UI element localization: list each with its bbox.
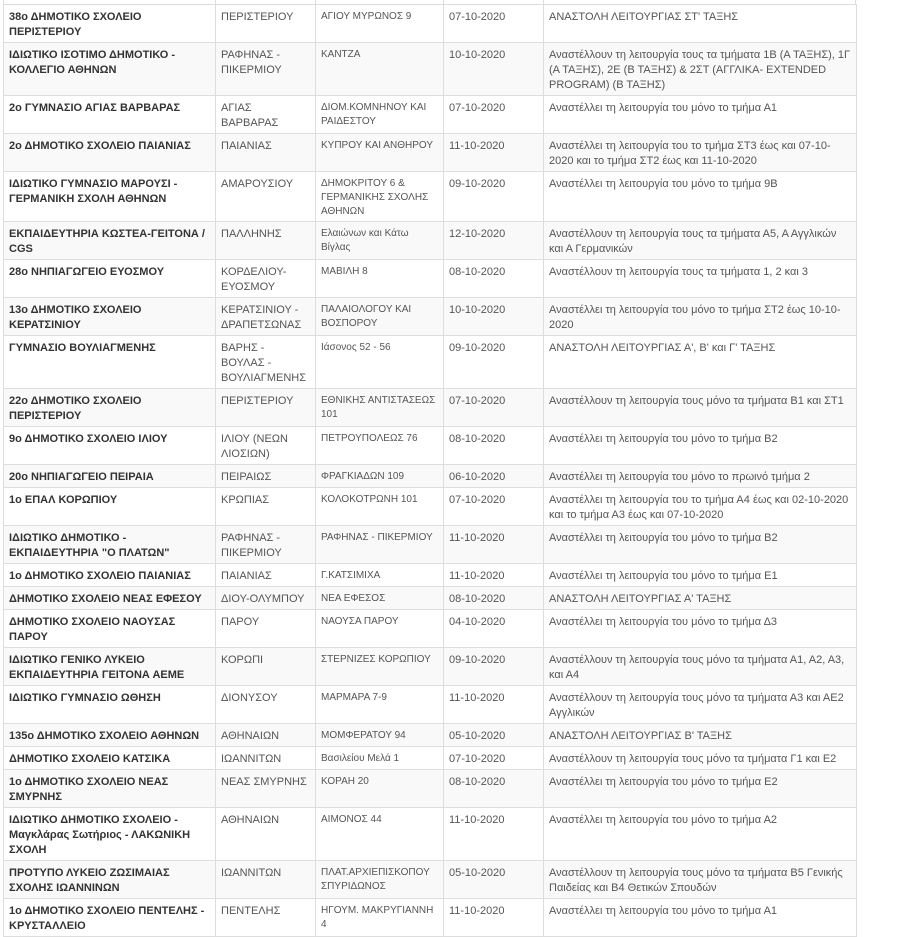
date-cell: 11-10-2020: [444, 564, 544, 587]
note-cell: Αναστέλλουν τη λειτουργία τους μόνο τα τμήματα Γ1 και Ε2: [544, 747, 857, 770]
municipality-cell: ΙΩΑΝΝΙΤΩΝ: [216, 861, 316, 899]
table-row: [4, 648, 857, 686]
school-name-cell: ΔΗΜΟΤΙΚΟ ΣΧΟΛΕΙΟ ΝΑΟΥΣΑΣ ΠΑΡΟΥ: [4, 610, 216, 648]
date-cell: 05-10-2020: [444, 724, 544, 747]
date-cell: 09-10-2020: [444, 648, 544, 686]
municipality-cell: ΠΕΙΡΑΙΩΣ: [216, 465, 316, 488]
address-cell: ΜΑΡΜΑΡΑ 7-9: [316, 686, 444, 724]
date-cell: 07-10-2020: [444, 488, 544, 526]
municipality-cell: ΠΑΙΑΝΙΑΣ: [216, 564, 316, 587]
table-row: [4, 427, 857, 465]
date-cell: 11-10-2020: [444, 808, 544, 861]
address-cell: ΗΓΟΥΜ. ΜΑΚΡΥΓΙΑΝΝΗ 4: [316, 899, 444, 937]
address-cell: ΚΥΠΡΟΥ ΚΑΙ ΑΝΘΗΡΟΥ: [316, 134, 444, 172]
municipality-cell: ΠΕΡΙΣΤΕΡΙΟΥ: [216, 5, 316, 43]
school-name-cell: 1ο ΔΗΜΟΤΙΚΟ ΣΧΟΛΕΙΟ ΠΕΝΤΕΛΗΣ - ΚΡΥΣΤΑΛΛΕΙΟ: [4, 899, 216, 937]
school-name-cell: ΙΔΙΩΤΙΚΟ ΓΕΝΙΚΟ ΛΥΚΕΙΟ ΕΚΠΑΙΔΕΥΤΗΡΙΑ ΓΕΙΤΟΝΑ ΑΕΜΕ: [4, 648, 216, 686]
table-row: [4, 770, 857, 808]
address-cell: Βασιλείου Μελά 1: [316, 747, 444, 770]
table-row: [4, 172, 857, 222]
note-cell: Αναστέλλει τη λειτουργία του μόνο το τμήμα Α2: [544, 808, 857, 861]
school-name-cell: 1ο ΔΗΜΟΤΙΚΟ ΣΧΟΛΕΙΟ ΝΕΑΣ ΣΜΥΡΝΗΣ: [4, 770, 216, 808]
table-row: [4, 465, 857, 488]
municipality-cell: ΠΕΡΙΣΤΕΡΙΟΥ: [216, 389, 316, 427]
note-cell: Αναστέλλουν τη λειτουργία τους μόνο τα τμήματα Β5 Γενικής Παιδείας και Β4 Θετικών Σπουδών: [544, 861, 857, 899]
school-name-cell: ΙΔΙΩΤΙΚΟ ΔΗΜΟΤΙΚΟ ΣΧΟΛΕΙΟ - Μαγκλάρας Σωτήριος - ΛΑΚΩΝΙΚΗ ΣΧΟΛΗ: [4, 808, 216, 861]
note-cell: Αναστέλλουν τη λειτουργία τους τα τμήματα 1, 2 και 3: [544, 260, 857, 298]
school-name-cell: ΠΡΟΤΥΠΟ ΛΥΚΕΙΟ ΖΩΣΙΜΑΙΑΣ ΣΧΟΛΗΣ ΙΩΑΝΝΙΝΩΝ: [4, 861, 216, 899]
address-cell: ΠΛΑΤ.ΑΡΧΙΕΠΙΣΚΟΠΟΥ ΣΠΥΡΙΔΩΝΟΣ: [316, 861, 444, 899]
date-cell: 04-10-2020: [444, 610, 544, 648]
school-name-cell: ΙΔΙΩΤΙΚΟ ΙΣΟΤΙΜΟ ΔΗΜΟΤΙΚΟ - ΚΟΛΛΕΓΙΟ ΑΘΗΝΩΝ: [4, 43, 216, 96]
note-cell: Αναστέλλει τη λειτουργία του το τμήμα Α4 έως και 02-10-2020 και το τμήμα Α3 έως και 07-10-2020: [544, 488, 857, 526]
municipality-cell: ΚΡΩΠΙΑΣ: [216, 488, 316, 526]
table-row: [4, 5, 857, 43]
school-name-cell: 2ο ΓΥΜΝΑΣΙΟ ΑΓΙΑΣ ΒΑΡΒΑΡΑΣ: [4, 96, 216, 134]
school-closures-table: [3, 4, 857, 937]
school-name-cell: ΙΔΙΩΤΙΚΟ ΓΥΜΝΑΣΙΟ ΜΑΡΟΥΣΙ - ΓΕΡΜΑΝΙΚΗ ΣΧΟΛΗ ΑΘΗΝΩΝ: [4, 172, 216, 222]
date-cell: 10-10-2020: [444, 43, 544, 96]
table-row: [4, 686, 857, 724]
table-row: [4, 488, 857, 526]
school-name-cell: 13ο ΔΗΜΟΤΙΚΟ ΣΧΟΛΕΙΟ ΚΕΡΑΤΣΙΝΙΟΥ: [4, 298, 216, 336]
school-name-cell: 1ο ΕΠΑΛ ΚΟΡΩΠΙΟΥ: [4, 488, 216, 526]
school-name-cell: 135ο ΔΗΜΟΤΙΚΟ ΣΧΟΛΕΙΟ ΑΘΗΝΩΝ: [4, 724, 216, 747]
address-cell: Γ.ΚΑΤΣΙΜΙΧΑ: [316, 564, 444, 587]
note-cell: ΑΝΑΣΤΟΛΗ ΛΕΙΤΟΥΡΓΙΑΣ Α', Β' και Γ' ΤΑΞΗΣ: [544, 336, 857, 389]
table-row: [4, 96, 857, 134]
address-cell: ΔΙΟΜ.ΚΟΜΝΗΝΟΥ ΚΑΙ ΡΑΙΔΕΣΤΟΥ: [316, 96, 444, 134]
school-name-cell: 28ο ΝΗΠΙΑΓΩΓΕΙΟ ΕΥΟΣΜΟΥ: [4, 260, 216, 298]
date-cell: 11-10-2020: [444, 899, 544, 937]
address-cell: ΠΑΛΑΙΟΛΟΓΟΥ ΚΑΙ ΒΟΣΠΟΡΟΥ: [316, 298, 444, 336]
date-cell: 11-10-2020: [444, 686, 544, 724]
table-row: [4, 43, 857, 96]
table-row: [4, 724, 857, 747]
table-row: [4, 899, 857, 937]
note-cell: Αναστέλλει τη λειτουργία του μόνο το τμήμα Α1: [544, 96, 857, 134]
school-name-cell: 9ο ΔΗΜΟΤΙΚΟ ΣΧΟΛΕΙΟ ΙΛΙΟΥ: [4, 427, 216, 465]
note-cell: Αναστέλλει τη λειτουργία του μόνο το τμήμα Β2: [544, 526, 857, 564]
address-cell: ΦΡΑΓΚΙΑΔΩΝ 109: [316, 465, 444, 488]
note-cell: ΑΝΑΣΤΟΛΗ ΛΕΙΤΟΥΡΓΙΑΣ Β' ΤΑΞΗΣ: [544, 724, 857, 747]
address-cell: ΑΙΜΟΝΟΣ 44: [316, 808, 444, 861]
address-cell: ΡΑΦΗΝΑΣ - ΠΙΚΕΡΜΙΟΥ: [316, 526, 444, 564]
school-name-cell: ΓΥΜΝΑΣΙΟ ΒΟΥΛΙΑΓΜΕΝΗΣ: [4, 336, 216, 389]
school-name-cell: ΙΔΙΩΤΙΚΟ ΓΥΜΝΑΣΙΟ ΩΘΗΣΗ: [4, 686, 216, 724]
table-row: [4, 610, 857, 648]
date-cell: 09-10-2020: [444, 336, 544, 389]
date-cell: 05-10-2020: [444, 861, 544, 899]
table-row: [4, 298, 857, 336]
note-cell: ΑΝΑΣΤΟΛΗ ΛΕΙΤΟΥΡΓΙΑΣ Α' ΤΑΞΗΣ: [544, 587, 857, 610]
address-cell: ΝΑΟΥΣΑ ΠΑΡΟΥ: [316, 610, 444, 648]
date-cell: 08-10-2020: [444, 587, 544, 610]
address-cell: ΕΘΝΙΚΗΣ ΑΝΤΙΣΤΑΣΕΩΣ 101: [316, 389, 444, 427]
date-cell: 09-10-2020: [444, 172, 544, 222]
school-name-cell: 38ο ΔΗΜΟΤΙΚΟ ΣΧΟΛΕΙΟ ΠΕΡΙΣΤΕΡΙΟΥ: [4, 5, 216, 43]
date-cell: 07-10-2020: [444, 96, 544, 134]
table-row: [4, 861, 857, 899]
municipality-cell: ΙΛΙΟΥ (ΝΕΩΝ ΛΙΟΣΙΩΝ): [216, 427, 316, 465]
municipality-cell: ΠΑΛΛΗΝΗΣ: [216, 222, 316, 260]
address-cell: ΜΟΜΦΕΡΑΤΟΥ 94: [316, 724, 444, 747]
address-cell: ΚΟΡΑΗ 20: [316, 770, 444, 808]
address-cell: ΠΕΤΡΟΥΠΟΛΕΩΣ 76: [316, 427, 444, 465]
table-row: [4, 389, 857, 427]
table-row: [4, 747, 857, 770]
note-cell: Αναστέλλει τη λειτουργία του μόνο το τμήμα Α1: [544, 899, 857, 937]
note-cell: Αναστέλλει τη λειτουργία του μόνο το τμήμα Β2: [544, 427, 857, 465]
school-name-cell: ΙΔΙΩΤΙΚΟ ΔΗΜΟΤΙΚΟ - ΕΚΠΑΙΔΕΥΤΗΡΙΑ "Ο ΠΛΑΤΩΝ": [4, 526, 216, 564]
note-cell: Αναστέλλει τη λειτουργία του μόνο το τμήμα ΣΤ2 έως 10-10-2020: [544, 298, 857, 336]
date-cell: 08-10-2020: [444, 770, 544, 808]
table-row: [4, 808, 857, 861]
table-row: [4, 587, 857, 610]
school-name-cell: ΔΗΜΟΤΙΚΟ ΣΧΟΛΕΙΟ ΝΕΑΣ ΕΦΕΣΟΥ: [4, 587, 216, 610]
date-cell: 11-10-2020: [444, 134, 544, 172]
municipality-cell: ΝΕΑΣ ΣΜΥΡΝΗΣ: [216, 770, 316, 808]
table-row: [4, 260, 857, 298]
municipality-cell: ΠΕΝΤΕΛΗΣ: [216, 899, 316, 937]
note-cell: Αναστέλλουν τη λειτουργία τους μόνο τα τμήματα Α3 και ΑΕ2 Αγγλικών: [544, 686, 857, 724]
municipality-cell: ΔΙΟΝΥΣΟΥ: [216, 686, 316, 724]
municipality-cell: ΚΕΡΑΤΣΙΝΙΟΥ - ΔΡΑΠΕΤΣΩΝΑΣ: [216, 298, 316, 336]
address-cell: ΚΑΝΤΖΑ: [316, 43, 444, 96]
date-cell: 06-10-2020: [444, 465, 544, 488]
note-cell: Αναστέλλει τη λειτουργία του το τμήμα ΣΤ3 έως και 07-10-2020 και το τμήμα ΣΤ2 έως και 11-10-2020: [544, 134, 857, 172]
address-cell: ΜΑΒΙΛΗ 8: [316, 260, 444, 298]
date-cell: 11-10-2020: [444, 526, 544, 564]
municipality-cell: ΠΑΙΑΝΙΑΣ: [216, 134, 316, 172]
municipality-cell: ΡΑΦΗΝΑΣ - ΠΙΚΕΡΜΙΟΥ: [216, 526, 316, 564]
note-cell: Αναστέλλουν τη λειτουργία τους μόνο τα τμήματα Β1 και ΣΤ1: [544, 389, 857, 427]
address-cell: ΑΓΙΟΥ ΜΥΡΩΝΟΣ 9: [316, 5, 444, 43]
address-cell: ΝΕΑ ΕΦΕΣΟΣ: [316, 587, 444, 610]
note-cell: Αναστέλλει τη λειτουργία του μόνο το τμήμα Δ3: [544, 610, 857, 648]
municipality-cell: ΒΑΡΗΣ - ΒΟΥΛΑΣ - ΒΟΥΛΙΑΓΜΕΝΗΣ: [216, 336, 316, 389]
note-cell: Αναστέλλει τη λειτουργία του μόνο το τμήμα 9Β: [544, 172, 857, 222]
municipality-cell: ΚΟΡΔΕΛΙΟΥ-ΕΥΟΣΜΟΥ: [216, 260, 316, 298]
school-name-cell: 2ο ΔΗΜΟΤΙΚΟ ΣΧΟΛΕΙΟ ΠΑΙΑΝΙΑΣ: [4, 134, 216, 172]
address-cell: ΔΗΜΟΚΡΙΤΟΥ 6 & ΓΕΡΜΑΝΙΚΗΣ ΣΧΟΛΗΣ ΑΘΗΝΩΝ: [316, 172, 444, 222]
municipality-cell: ΡΑΦΗΝΑΣ - ΠΙΚΕΡΜΙΟΥ: [216, 43, 316, 96]
address-cell: Ιάσονος 52 - 56: [316, 336, 444, 389]
table-row: [4, 336, 857, 389]
date-cell: 08-10-2020: [444, 427, 544, 465]
municipality-cell: ΠΑΡΟΥ: [216, 610, 316, 648]
note-cell: Αναστέλλουν τη λειτουργία τους τα τμήματα 1Β (Α ΤΑΞΗΣ), 1Γ (Α ΤΑΞΗΣ), 2Ε (Β ΤΑΞΗΣ) & 2ΣΤ (ΑΓΓΛΙΚΑ- EXTENDED PROGRAM) (Β ΤΑΞΗΣ): [544, 43, 857, 96]
table-row: [4, 134, 857, 172]
table-row: [4, 564, 857, 587]
school-name-cell: ΔΗΜΟΤΙΚΟ ΣΧΟΛΕΙΟ ΚΑΤΣΙΚΑ: [4, 747, 216, 770]
note-cell: Αναστέλλουν τη λειτουργία τους τα τμήματα Α5, Α Αγγλικών και Α Γερμανικών: [544, 222, 857, 260]
date-cell: 10-10-2020: [444, 298, 544, 336]
municipality-cell: ΔΙΟΥ-ΟΛΥΜΠΟΥ: [216, 587, 316, 610]
date-cell: 07-10-2020: [444, 747, 544, 770]
municipality-cell: ΙΩΑΝΝΙΤΩΝ: [216, 747, 316, 770]
municipality-cell: ΑΜΑΡΟΥΣΙΟΥ: [216, 172, 316, 222]
note-cell: Αναστέλλουν τη λειτουργία τους μόνο τα τμήματα Α1, Α2, Α3, και Α4: [544, 648, 857, 686]
municipality-cell: ΑΘΗΝΑΙΩΝ: [216, 724, 316, 747]
note-cell: Αναστέλλει τη λειτουργία του μόνο το τμήμα Ε1: [544, 564, 857, 587]
address-cell: ΚΟΛΟΚΟΤΡΩΝΗ 101: [316, 488, 444, 526]
table-row: [4, 526, 857, 564]
municipality-cell: ΚΟΡΩΠΙ: [216, 648, 316, 686]
note-cell: Αναστέλλει τη λειτουργία του μόνο το πρωινό τμήμα 2: [544, 465, 857, 488]
school-name-cell: 20ο ΝΗΠΙΑΓΩΓΕΙΟ ΠΕΙΡΑΙΑ: [4, 465, 216, 488]
date-cell: 08-10-2020: [444, 260, 544, 298]
date-cell: 07-10-2020: [444, 389, 544, 427]
municipality-cell: ΑΘΗΝΑΙΩΝ: [216, 808, 316, 861]
municipality-cell: ΑΓΙΑΣ ΒΑΡΒΑΡΑΣ: [216, 96, 316, 134]
note-cell: Αναστέλλει τη λειτουργία του μόνο το τμήμα Ε2: [544, 770, 857, 808]
address-cell: Ελαιώνων και Κάτω Βίγλας: [316, 222, 444, 260]
address-cell: ΣΤΕΡΝΙΖΕΣ ΚΟΡΩΠΙΟΥ: [316, 648, 444, 686]
date-cell: 07-10-2020: [444, 5, 544, 43]
school-name-cell: 1ο ΔΗΜΟΤΙΚΟ ΣΧΟΛΕΙΟ ΠΑΙΑΝΙΑΣ: [4, 564, 216, 587]
note-cell: ΑΝΑΣΤΟΛΗ ΛΕΙΤΟΥΡΓΙΑΣ ΣΤ' ΤΑΞΗΣ: [544, 5, 857, 43]
table-body: [4, 5, 857, 937]
school-name-cell: ΕΚΠΑΙΔΕΥΤΗΡΙΑ ΚΩΣΤΕΑ-ΓΕΙΤΟΝΑ / CGS: [4, 222, 216, 260]
school-name-cell: 22ο ΔΗΜΟΤΙΚΟ ΣΧΟΛΕΙΟ ΠΕΡΙΣΤΕΡΙΟΥ: [4, 389, 216, 427]
date-cell: 12-10-2020: [444, 222, 544, 260]
table-row: [4, 222, 857, 260]
